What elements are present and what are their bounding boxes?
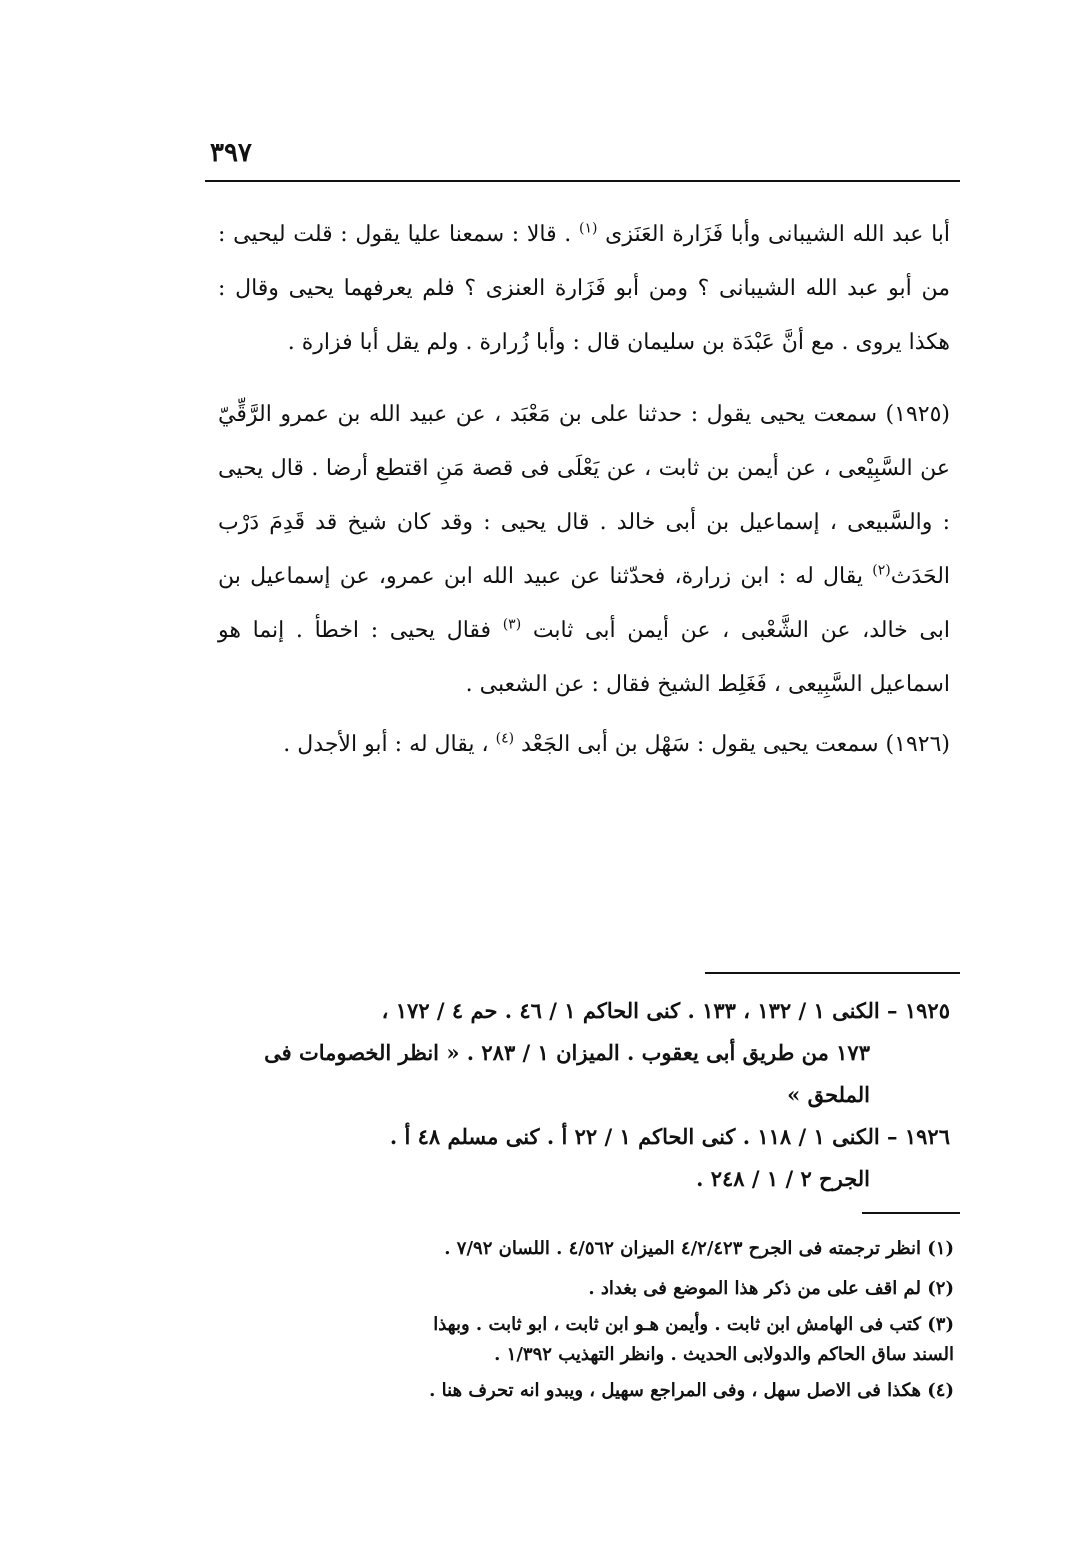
footnote-3 xyxy=(212,1310,954,1370)
entry-1926 xyxy=(218,718,950,772)
footnote-marker-4: (٤) xyxy=(495,730,515,747)
reference-1926 xyxy=(218,1116,950,1200)
page-number: ٣٩٧ xyxy=(210,138,252,168)
intro-text-rest: . قالا : سمعنا عليا يقول : قلت ليحيى : من أبو عبد الله الشيبانى ؟ ومن أبو فَزَارة العنزى ؟ فلم يعرفهما يحيى وقال : هكذا يروى . مع أنَّ عَبْدَة بن سليمان قال : وأبا زُرارة . ولم يقل أبا فزارة . xyxy=(218,222,950,355)
intro-text: أبا عبد الله الشيبانى وأبا فَزَارة العَنَزى xyxy=(605,222,951,247)
reference-1925-line-1: ١٩٢٥ – الكنى ١ / ١٣٢ ، ١٣٣ . كنى الحاكم ١ / ٤٦ . حم ٤ / ١٧٢ ، xyxy=(381,998,950,1023)
footnote-marker-3: (٣) xyxy=(502,616,522,633)
paragraph-intro xyxy=(218,208,950,370)
references xyxy=(218,990,950,1200)
main-text xyxy=(218,208,950,772)
footnote-2: (٢) لم اقف على من ذكر هذا الموضع فى بغداد . xyxy=(588,1278,954,1299)
entry-1925-text-b: يقال له : ابن زرارة، فحدّثنا عن عبيد الله ابن عمرو، عن إسماعيل بن ابى خالد، عن الشَّعْبى ، عن أيمن أبى ثابت xyxy=(218,564,950,643)
reference-1925-line-2: ١٧٣ من طريق أبى يعقوب . الميزان ١ / ٢٨٣ . « انظر الخصومات فى الملحق » xyxy=(264,1040,870,1107)
footnote-marker-1: (١) xyxy=(578,220,598,237)
footnote-marker-2: (٢) xyxy=(872,562,891,579)
reference-1926-line-2: الجرح ٢ / ١ / ٢٤٨ . xyxy=(696,1166,870,1191)
entry-1925 xyxy=(218,388,950,712)
entry-1925-text-a: (١٩٢٥) سمعت يحيى يقول : حدثنا على بن مَعْبَد ، عن عبيد الله بن عمرو الرَّقِّيّ عن السَّبِيْعى ، عن أيمن بن ثابت ، عن يَعْلَى فى قصة مَنِ اقتطع أرضا . قال يحيى : والسَّبيعى ، إسماعيل بن أبى خالد . قال يحيى : وقد كان شيخ قد قَدِمَ دَرْب الحَدَث xyxy=(218,402,951,589)
footnotes-rule xyxy=(862,1212,960,1214)
footnote-3-line-2: السند ساق الحاكم والدولابى الحديث . وانظر التهذيب ١/٣٩٢ . xyxy=(494,1344,954,1365)
footnote-1: (١) انظر ترجمته فى الجرح ٤/٢/٤٢٣ الميزان ٤/٥٦٢ . اللسان ٧/٩٢ . xyxy=(444,1238,954,1259)
entry-1926-text-a: (١٩٢٦) سمعت يحيى يقول : سَهْل بن أبى الجَعْد xyxy=(521,732,950,757)
references-rule xyxy=(705,972,960,974)
footnotes xyxy=(212,1230,954,1412)
footnote-3-line-1: (٣) كتب فى الهامش ابن ثابت . وأيمن هـو ابن ثابت ، ابو ثابت . وبهذا xyxy=(433,1314,954,1335)
entry-1926-text-b: ، يقال له : أبو الأجدل . xyxy=(283,732,489,757)
header-rule xyxy=(205,180,960,182)
entry-1925-text-c: فقال يحيى : اخطأ . إنما هو اسماعيل السَّبِيعى ، فَغَلِط الشيخ فقال : عن الشعبى . xyxy=(218,618,950,697)
footnote-4: (٤) هكذا فى الاصل سهل ، وفى المراجع سهيل ، ويبدو انه تحرف هنا . xyxy=(429,1380,954,1401)
reference-1926-line-1: ١٩٢٦ – الكنى ١ / ١١٨ . كنى الحاكم ١ / ٢٢ أ . كنى مسلم ٤٨ أ . xyxy=(389,1124,950,1149)
reference-1925 xyxy=(218,990,950,1116)
